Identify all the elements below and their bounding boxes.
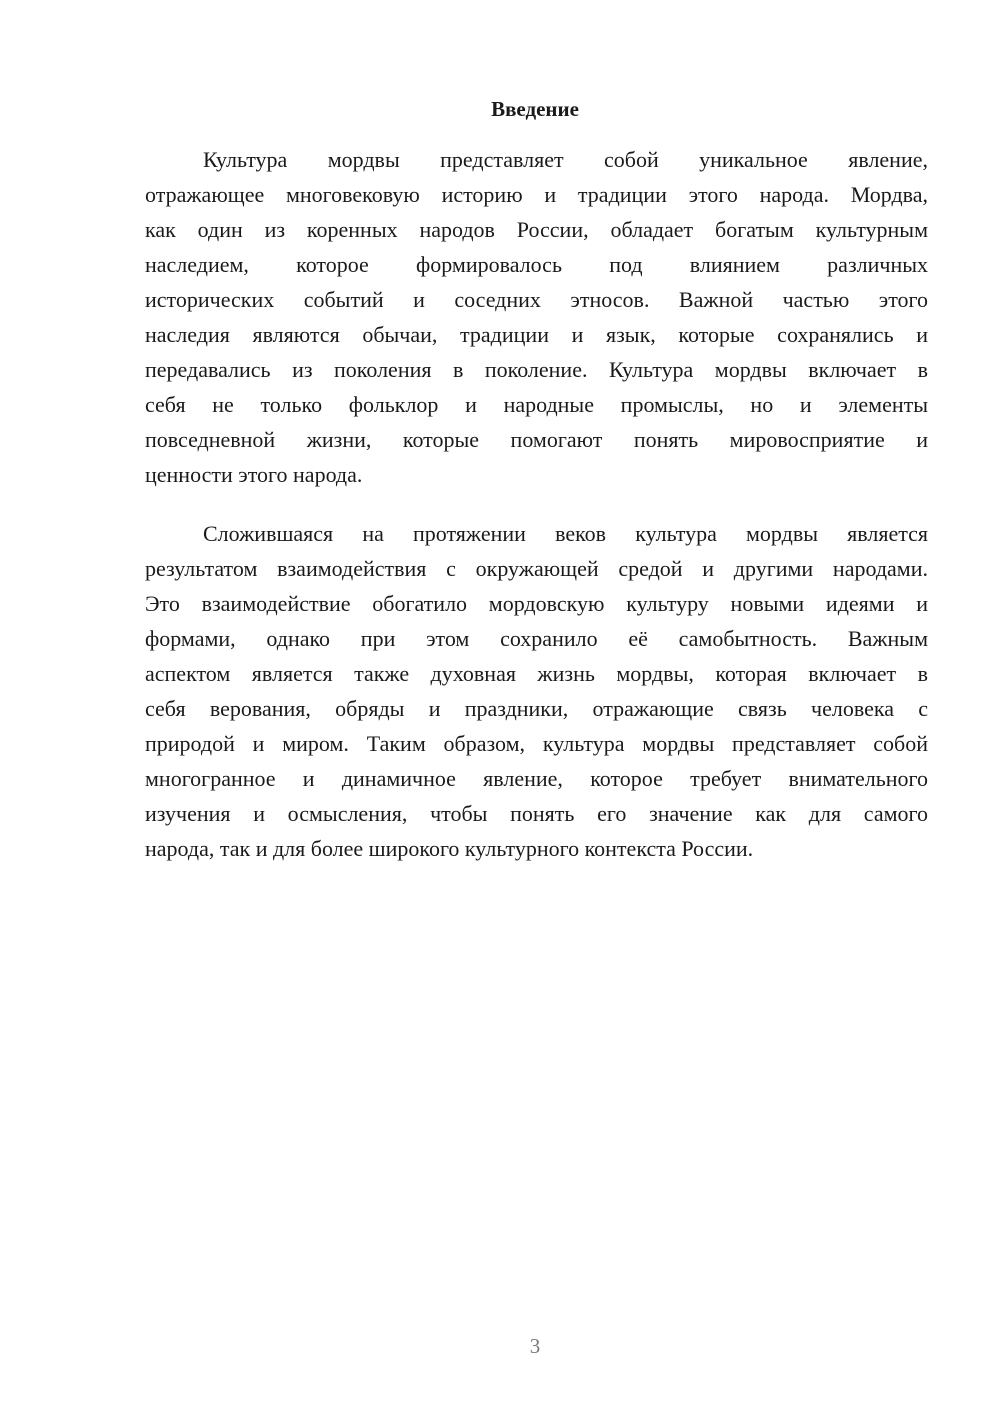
text-line: изучения и осмысления, чтобы понять его значение как для самого [145, 801, 928, 826]
paragraph-1 [145, 142, 928, 492]
text-line: себя не только фольклор и народные промыслы, но и элементы [145, 392, 928, 417]
text-line: наследием, которое формировалось под влиянием различных [145, 252, 928, 277]
page-number: 3 [529, 1334, 541, 1358]
text-line: Культура мордвы представляет собой уникальное явление, [203, 147, 928, 172]
text-line: исторических событий и соседних этносов. Важной частью этого [145, 287, 928, 312]
section-heading: Введение [491, 97, 579, 121]
paragraph-2 [145, 516, 928, 866]
text-line: повседневной жизни, которые помогают понять мировосприятие и [145, 427, 928, 452]
text-line: результатом взаимодействия с окружающей средой и другими народами. [145, 556, 928, 581]
text-line: формами, однако при этом сохранило её самобытность. Важным [145, 626, 928, 651]
text-line: Это взаимодействие обогатило мордовскую культуру новыми идеями и [145, 591, 928, 616]
text-line: как один из коренных народов России, обладает богатым культурным [145, 217, 928, 242]
text-line: природой и миром. Таким образом, культура мордвы представляет собой [145, 731, 928, 756]
text-line: отражающее многовековую историю и традиции этого народа. Мордва, [145, 182, 928, 207]
text-line: наследия являются обычаи, традиции и язык, которые сохранялись и [145, 322, 928, 347]
text-line: многогранное и динамичное явление, которое требует внимательного [145, 766, 928, 791]
text-line: передавались из поколения в поколение. Культура мордвы включает в [145, 357, 928, 382]
text-line: народа, так и для более широкого культурного контекста России. [145, 836, 754, 861]
text-line: себя верования, обряды и праздники, отражающие связь человека с [145, 696, 928, 721]
text-line: аспектом является также духовная жизнь мордвы, которая включает в [145, 661, 928, 686]
text-line: ценности этого народа. [145, 462, 363, 487]
text-line: Сложившаяся на протяжении веков культура мордвы является [203, 521, 928, 546]
